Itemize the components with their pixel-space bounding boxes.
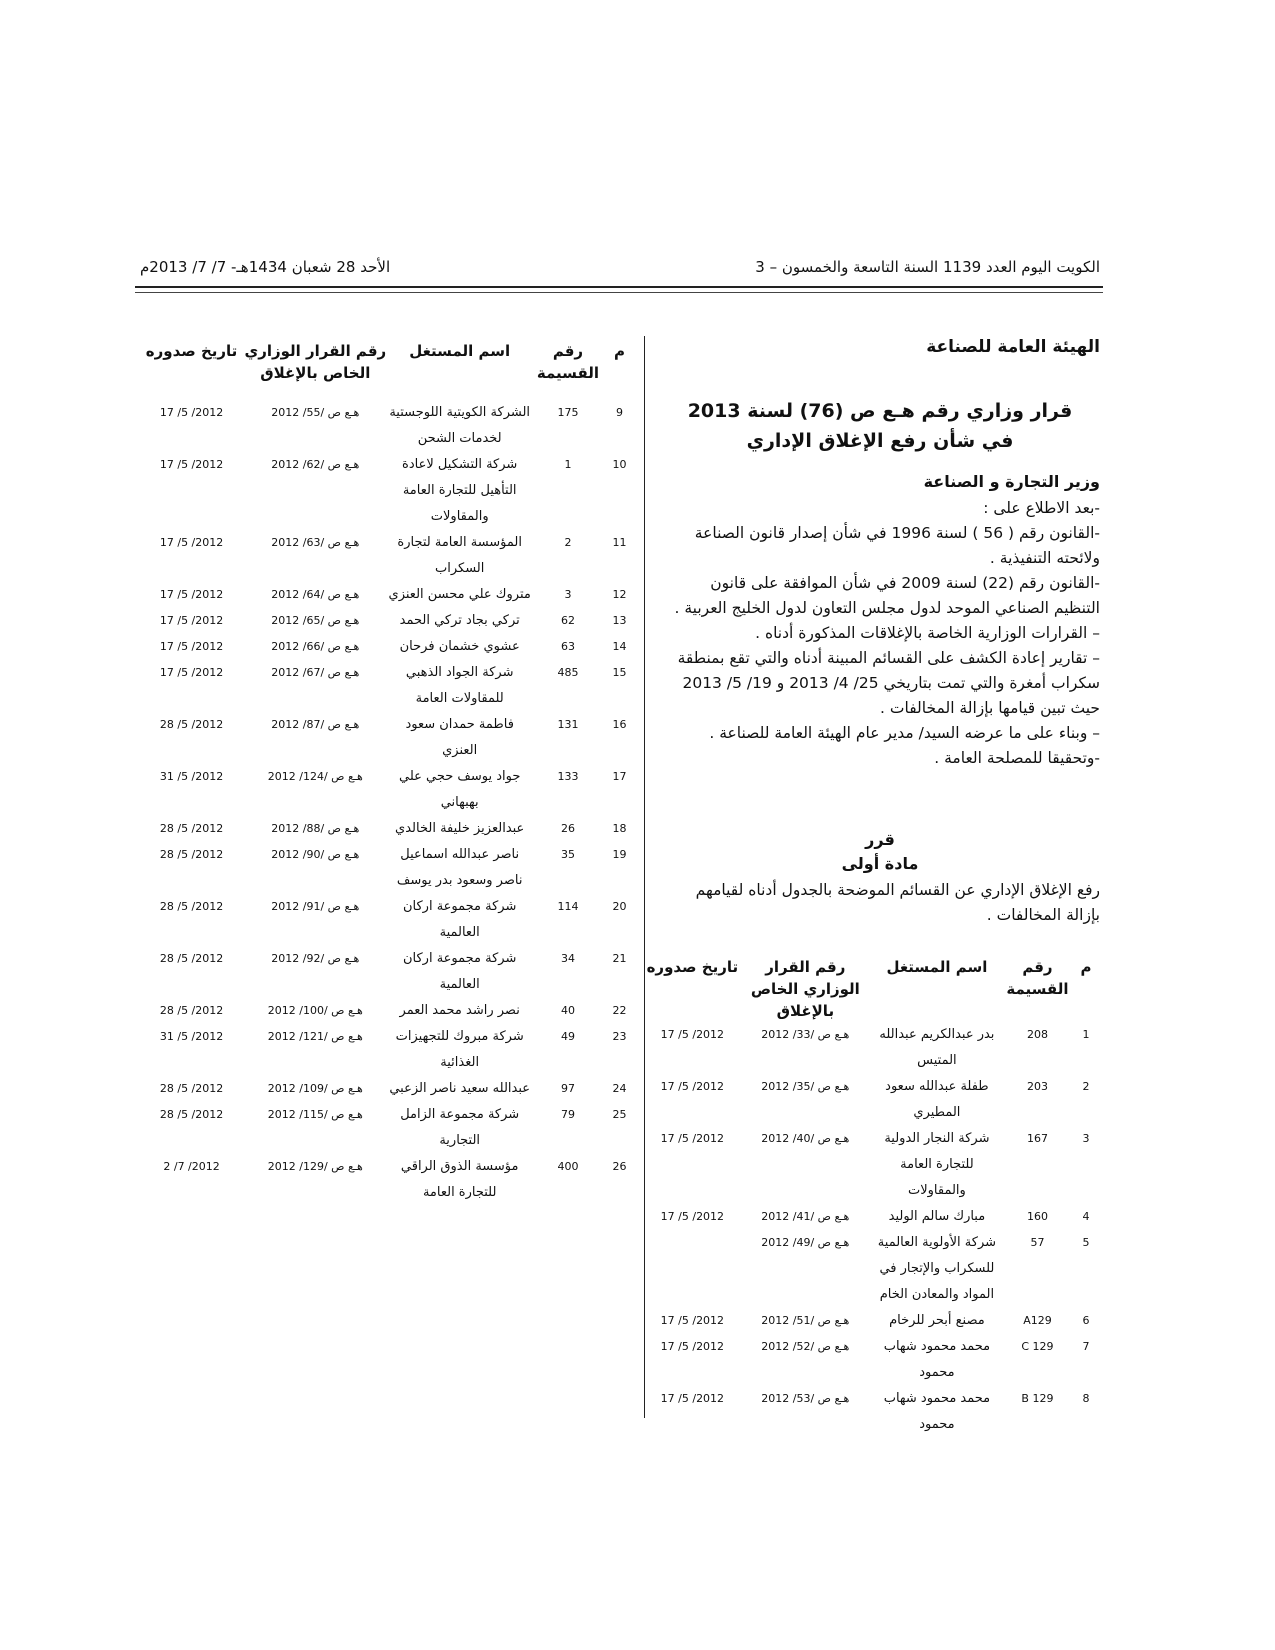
- decision-number: هـع ص /87/ 2012: [271, 718, 360, 731]
- row-number: 15: [612, 666, 627, 679]
- decision-number: هـع ص /40/ 2012: [761, 1132, 850, 1145]
- header-no: م: [614, 342, 626, 360]
- decree-block: [660, 828, 1100, 876]
- occupant-name: مصنع أبحر للرخام: [889, 1313, 985, 1328]
- plot-number: 167: [1026, 1132, 1048, 1145]
- table-row: [140, 946, 635, 998]
- decision-number: هـع ص /62/ 2012: [271, 458, 360, 471]
- plot-number: B 129: [1021, 1392, 1054, 1405]
- issue-date: 2012/ 5/ 17: [159, 536, 224, 549]
- table-row: [140, 1154, 635, 1206]
- decision-number: هـع ص /100/ 2012: [267, 1004, 363, 1017]
- occupant-name: محمد محمود شهاب محمود: [883, 1339, 991, 1380]
- row-number: 8: [1082, 1392, 1090, 1405]
- article-text: رفع الإغلاق الإداري عن القسائم الموضحة بالجدول أدناه لقيامهم بإزالة المخالفات .: [695, 881, 1100, 924]
- occupant-name: عبدالله سعيد ناصر الزعبي: [389, 1081, 531, 1096]
- decision-number: هـع ص /33/ 2012: [761, 1028, 850, 1041]
- issue-date: 2012/ 5/ 17: [660, 1132, 725, 1145]
- table-row: [140, 1102, 635, 1154]
- plot-number: 485: [557, 666, 579, 679]
- decree-title-line1: قرار وزاري رقم هـع ص (76) لسنة 2013: [687, 400, 1073, 422]
- table-row: [140, 452, 635, 530]
- table-row: [645, 1230, 1100, 1308]
- occupant-name: بدر عبدالكريم عبدالله المتيس: [879, 1027, 995, 1068]
- issue-date: 2012/ 5/ 28: [159, 1082, 224, 1095]
- decision-number: هـع ص /109/ 2012: [267, 1082, 363, 1095]
- row-number: 1: [1082, 1028, 1090, 1041]
- occupant-name: شركة مبروك للتجهيزات الغذائية: [395, 1029, 524, 1070]
- minister-title: وزير التجارة و الصناعة: [923, 472, 1100, 491]
- table-row: [645, 1334, 1100, 1386]
- occupant-name: نصر راشد محمد العمر: [399, 1003, 520, 1018]
- decision-number: هـع ص /63/ 2012: [271, 536, 360, 549]
- row-number: 2: [1082, 1080, 1090, 1093]
- occupant-name: تركي بجاد تركي الحمد: [399, 613, 520, 628]
- plot-number: 1: [564, 458, 572, 471]
- plot-number: 26: [560, 822, 575, 835]
- closure-table-right: [645, 956, 1100, 1438]
- table-row: [140, 634, 635, 660]
- plot-number: 160: [1026, 1210, 1048, 1223]
- row-number: 26: [612, 1160, 627, 1173]
- plot-number: C 129: [1021, 1340, 1054, 1353]
- issue-date: [645, 1230, 740, 1308]
- decision-number: هـع ص /90/ 2012: [271, 848, 360, 861]
- table-row: [140, 998, 635, 1024]
- plot-number: 114: [557, 900, 579, 913]
- table-header-row: [140, 340, 635, 400]
- occupant-name: محمد محمود شهاب محمود: [883, 1391, 991, 1432]
- running-header: [140, 258, 1100, 280]
- preamble-paragraph: -القانون رقم (22) لسنة 2009 في شأن الموافقة على قانون التنظيم الصناعي الموحد لدول مجلس التعاون لدول الخليج العربية .: [674, 574, 1100, 617]
- row-number: 23: [612, 1030, 627, 1043]
- issue-date: 2012/ 5/ 17: [159, 406, 224, 419]
- table-body: [645, 1022, 1100, 1438]
- plot-number: 2: [564, 536, 572, 549]
- row-number: 12: [612, 588, 627, 601]
- table-row: [140, 1024, 635, 1076]
- table-row: [645, 1204, 1100, 1230]
- row-number: 4: [1082, 1210, 1090, 1223]
- header-decision: رقم القرار الوزاري الخاص بالإغلاق: [244, 342, 387, 382]
- table-row: [140, 816, 635, 842]
- header-name: اسم المستغل: [409, 342, 511, 360]
- issue-date: 2012/ 5/ 17: [159, 666, 224, 679]
- plot-number: 175: [557, 406, 579, 419]
- decision-number: هـع ص /49/ 2012: [761, 1236, 850, 1249]
- plot-number: 131: [557, 718, 579, 731]
- decision-number: هـع ص /55/ 2012: [271, 406, 360, 419]
- decision-number: هـع ص /53/ 2012: [761, 1392, 850, 1405]
- decision-number: هـع ص /52/ 2012: [761, 1340, 850, 1353]
- occupant-name: عشوي خشمان فرحان: [399, 639, 520, 654]
- table-row: [645, 1308, 1100, 1334]
- occupant-name: مبارك سالم الوليد: [888, 1209, 986, 1224]
- issue-date: 2012/ 7/ 2: [163, 1160, 220, 1173]
- preamble-paragraph: – القرارات الوزارية الخاصة بالإغلاقات المذكورة أدناه .: [755, 624, 1100, 642]
- row-number: 10: [612, 458, 627, 471]
- preamble: [660, 496, 1100, 771]
- row-number: 18: [612, 822, 627, 835]
- table-row: [140, 582, 635, 608]
- issue-date: 2012/ 5/ 17: [660, 1314, 725, 1327]
- header-date: تاريخ صدوره: [646, 958, 739, 976]
- plot-number: 63: [560, 640, 575, 653]
- preamble-paragraph: -بعد الاطلاع على :: [983, 499, 1100, 517]
- occupant-name: ناصر عبدالله اسماعيل ناصر وسعود بدر يوسف: [396, 847, 523, 888]
- occupant-name: فاطمة حمدان سعود العنزي: [405, 717, 514, 758]
- table-row: [645, 1386, 1100, 1438]
- occupant-name: طفلة عبدالله سعود المطيري: [885, 1079, 989, 1120]
- decision-number: هـع ص /124/ 2012: [267, 770, 363, 783]
- row-number: 24: [612, 1082, 627, 1095]
- occupant-name: شركة النجار الدولية للتجارة العامة والمقاولات: [884, 1131, 990, 1198]
- plot-number: 62: [560, 614, 575, 627]
- issue-date: 2012/ 5/ 17: [660, 1080, 725, 1093]
- decision-number: هـع ص /129/ 2012: [267, 1160, 363, 1173]
- preamble-paragraph: – وبناء على ما عرضه السيد/ مدير عام الهيئة العامة للصناعة .: [709, 724, 1100, 742]
- occupant-name: المؤسسة العامة لتجارة السكراب: [397, 535, 522, 576]
- occupant-name: جواد يوسف حجي علي بهبهاني: [398, 769, 521, 810]
- article-title: مادة أولى: [841, 854, 919, 873]
- preamble-paragraph: – تقارير إعادة الكشف على القسائم المبينة أدناه والتي تقع بمنطقة سكراب أمغرة والتي تمت بتاريخي 25/ 4/ 2013 و 19/ 5/ 2013 حيث تبين قيامها بإزالة المخالفات .: [677, 649, 1100, 717]
- decision-number: هـع ص /88/ 2012: [271, 822, 360, 835]
- row-number: 21: [612, 952, 627, 965]
- table-header-row: [645, 956, 1100, 1022]
- decree-title-line2: في شأن رفع الإغلاق الإداري: [746, 430, 1014, 452]
- occupant-name: عبدالعزيز خليفة الخالدي: [395, 821, 525, 836]
- decree-title: [660, 396, 1100, 456]
- decision-number: هـع ص /115/ 2012: [267, 1108, 363, 1121]
- row-number: 7: [1082, 1340, 1090, 1353]
- plot-number: 57: [1030, 1236, 1045, 1249]
- issue-date: 2012/ 5/ 28: [159, 900, 224, 913]
- header-name: اسم المستغل: [886, 958, 988, 976]
- plot-number: 79: [560, 1108, 575, 1121]
- table-row: [140, 764, 635, 816]
- issue-date: 2012/ 5/ 28: [159, 822, 224, 835]
- plot-number: 35: [560, 848, 575, 861]
- issue-date: 2012/ 5/ 17: [660, 1340, 725, 1353]
- issue-date: 2012/ 5/ 17: [660, 1392, 725, 1405]
- decision-number: هـع ص /35/ 2012: [761, 1080, 850, 1093]
- plot-number: 3: [564, 588, 572, 601]
- table-row: [645, 1074, 1100, 1126]
- plot-number: 133: [557, 770, 579, 783]
- occupant-name: متروك علي محسن العنزي: [388, 587, 531, 602]
- issue-date: 2012/ 5/ 28: [159, 1004, 224, 1017]
- issue-date: 2012/ 5/ 31: [159, 770, 224, 783]
- row-number: 13: [612, 614, 627, 627]
- decision-number: هـع ص /91/ 2012: [271, 900, 360, 913]
- occupant-name: مؤسسة الذوق الراقي للتجارة العامة: [400, 1159, 519, 1200]
- row-number: 11: [612, 536, 627, 549]
- issue-date: 2012/ 5/ 17: [159, 458, 224, 471]
- decree-word: قرر: [865, 830, 895, 849]
- issue-date: 2012/ 5/ 17: [660, 1028, 725, 1041]
- decision-number: هـع ص /41/ 2012: [761, 1210, 850, 1223]
- occupant-name: شركة مجموعة اركان العالمية: [402, 951, 517, 992]
- header-issue-info: الكويت اليوم العدد 1139 السنة التاسعة والخمسون – 3: [755, 258, 1100, 276]
- occupant-name: الشركة الكويتية اللوجستية لخدمات الشحن: [389, 405, 531, 446]
- header-rule-thin: [135, 292, 1103, 293]
- issue-date: 2012/ 5/ 28: [159, 952, 224, 965]
- issue-date: 2012/ 5/ 31: [159, 1030, 224, 1043]
- closure-table-left: [140, 340, 635, 1206]
- occupant-name: شركة التشكيل لاعادة التأهيل للتجارة العامة والمقاولات: [402, 457, 518, 524]
- header-no: م: [1080, 958, 1092, 976]
- header-decision: رقم القرار الوزاري الخاص بالإغلاق: [750, 958, 860, 1020]
- row-number: 3: [1082, 1132, 1090, 1145]
- plot-number: 203: [1026, 1080, 1048, 1093]
- occupant-name: شركة الأولوية العالمية للسكراب والإتجار في المواد والمعادن الخام: [877, 1235, 997, 1302]
- plot-number: A129: [1023, 1314, 1052, 1327]
- row-number: 5: [1082, 1236, 1090, 1249]
- decision-number: هـع ص /65/ 2012: [271, 614, 360, 627]
- plot-number: 49: [560, 1030, 575, 1043]
- occupant-name: شركة الجواد الذهبي للمقاولات العامة: [405, 665, 514, 706]
- row-number: 6: [1082, 1314, 1090, 1327]
- row-number: 19: [612, 848, 627, 861]
- row-number: 16: [612, 718, 627, 731]
- table-row: [140, 894, 635, 946]
- table-row: [140, 842, 635, 894]
- issue-date: 2012/ 5/ 17: [660, 1210, 725, 1223]
- decision-number: هـع ص /66/ 2012: [271, 640, 360, 653]
- decision-number: هـع ص /92/ 2012: [271, 952, 360, 965]
- plot-number: 34: [560, 952, 575, 965]
- plot-number: 208: [1026, 1028, 1048, 1041]
- organization-name: الهيئة العامة للصناعة: [926, 337, 1100, 357]
- issue-date: 2012/ 5/ 28: [159, 1108, 224, 1121]
- plot-number: 400: [557, 1160, 579, 1173]
- row-number: 22: [612, 1004, 627, 1017]
- issue-date: 2012/ 5/ 28: [159, 848, 224, 861]
- table-row: [140, 712, 635, 764]
- table-row: [140, 1076, 635, 1102]
- row-number: 17: [612, 770, 627, 783]
- issue-date: 2012/ 5/ 17: [159, 640, 224, 653]
- table-row: [645, 1022, 1100, 1074]
- row-number: 20: [612, 900, 627, 913]
- issue-date: 2012/ 5/ 28: [159, 718, 224, 731]
- row-number: 25: [612, 1108, 627, 1121]
- article-body: [660, 878, 1100, 928]
- preamble-paragraph: -القانون رقم ( 56 ) لسنة 1996 في شأن إصدار قانون الصناعة ولائحته التنفيذية .: [694, 524, 1100, 567]
- table-row: [140, 400, 635, 452]
- header-rule-thick: [135, 286, 1103, 288]
- issue-date: 2012/ 5/ 17: [159, 588, 224, 601]
- header-date: تاريخ صدوره: [145, 342, 238, 360]
- table-row: [645, 1126, 1100, 1204]
- decision-number: هـع ص /51/ 2012: [761, 1314, 850, 1327]
- decision-number: هـع ص /64/ 2012: [271, 588, 360, 601]
- header-plot: رقم القسيمة: [1006, 958, 1069, 998]
- header-date: الأحد 28 شعبان 1434هـ- 7/ 7/ 2013م: [140, 258, 391, 276]
- plot-number: 40: [560, 1004, 575, 1017]
- occupant-name: شركة مجموعة الزامل التجارية: [400, 1107, 520, 1148]
- table-body: [140, 400, 635, 1206]
- decision-number: هـع ص /67/ 2012: [271, 666, 360, 679]
- row-number: 9: [616, 406, 624, 419]
- table-row: [140, 660, 635, 712]
- preamble-paragraph: -وتحقيقا للمصلحة العامة .: [934, 749, 1100, 767]
- issue-date: 2012/ 5/ 17: [159, 614, 224, 627]
- table-row: [140, 530, 635, 582]
- plot-number: 97: [560, 1082, 575, 1095]
- decision-number: هـع ص /121/ 2012: [267, 1030, 363, 1043]
- row-number: 14: [612, 640, 627, 653]
- occupant-name: شركة مجموعة اركان العالمية: [402, 899, 517, 940]
- table-row: [140, 608, 635, 634]
- header-plot: رقم القسيمة: [536, 342, 600, 382]
